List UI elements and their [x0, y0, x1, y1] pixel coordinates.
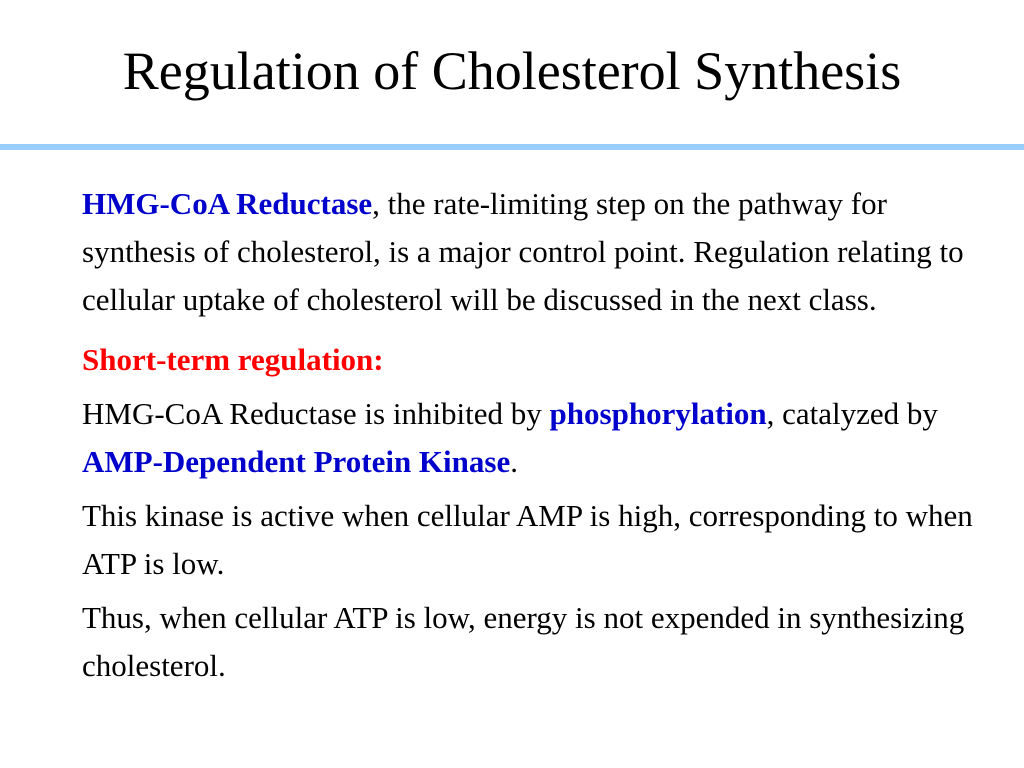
phosphorylation-paragraph: [82, 390, 982, 486]
intro-text: , the rate-limiting step on the pathway for synthesis of cholesterol, is a major control point. Regulation relating to cellular uptake of cholesterol will be discussed in the next class.: [82, 186, 964, 317]
kinase-activity-paragraph: This kinase is active when cellular AMP is high, corresponding to when ATP is low.: [82, 498, 973, 581]
term-amp-kinase: AMP-Dependent Protein Kinase: [82, 444, 511, 479]
energy-paragraph: Thus, when cellular ATP is low, energy is not expended in synthesizing cholesterol.: [82, 600, 965, 683]
term-hmg-coa-reductase: HMG-CoA Reductase: [82, 186, 373, 221]
slide-body: [82, 180, 982, 696]
term-phosphorylation: phosphorylation: [549, 396, 767, 431]
title-divider: [0, 144, 1024, 150]
intro-paragraph: [82, 180, 982, 324]
short-term-heading: Short-term regulation:: [82, 342, 384, 377]
slide-title: Regulation of Cholesterol Synthesis: [122, 41, 902, 101]
p1-text-c: .: [510, 444, 518, 479]
p1-text-b: , catalyzed by: [766, 396, 938, 431]
p1-text-a: HMG-CoA Reductase is inhibited by: [82, 396, 550, 431]
